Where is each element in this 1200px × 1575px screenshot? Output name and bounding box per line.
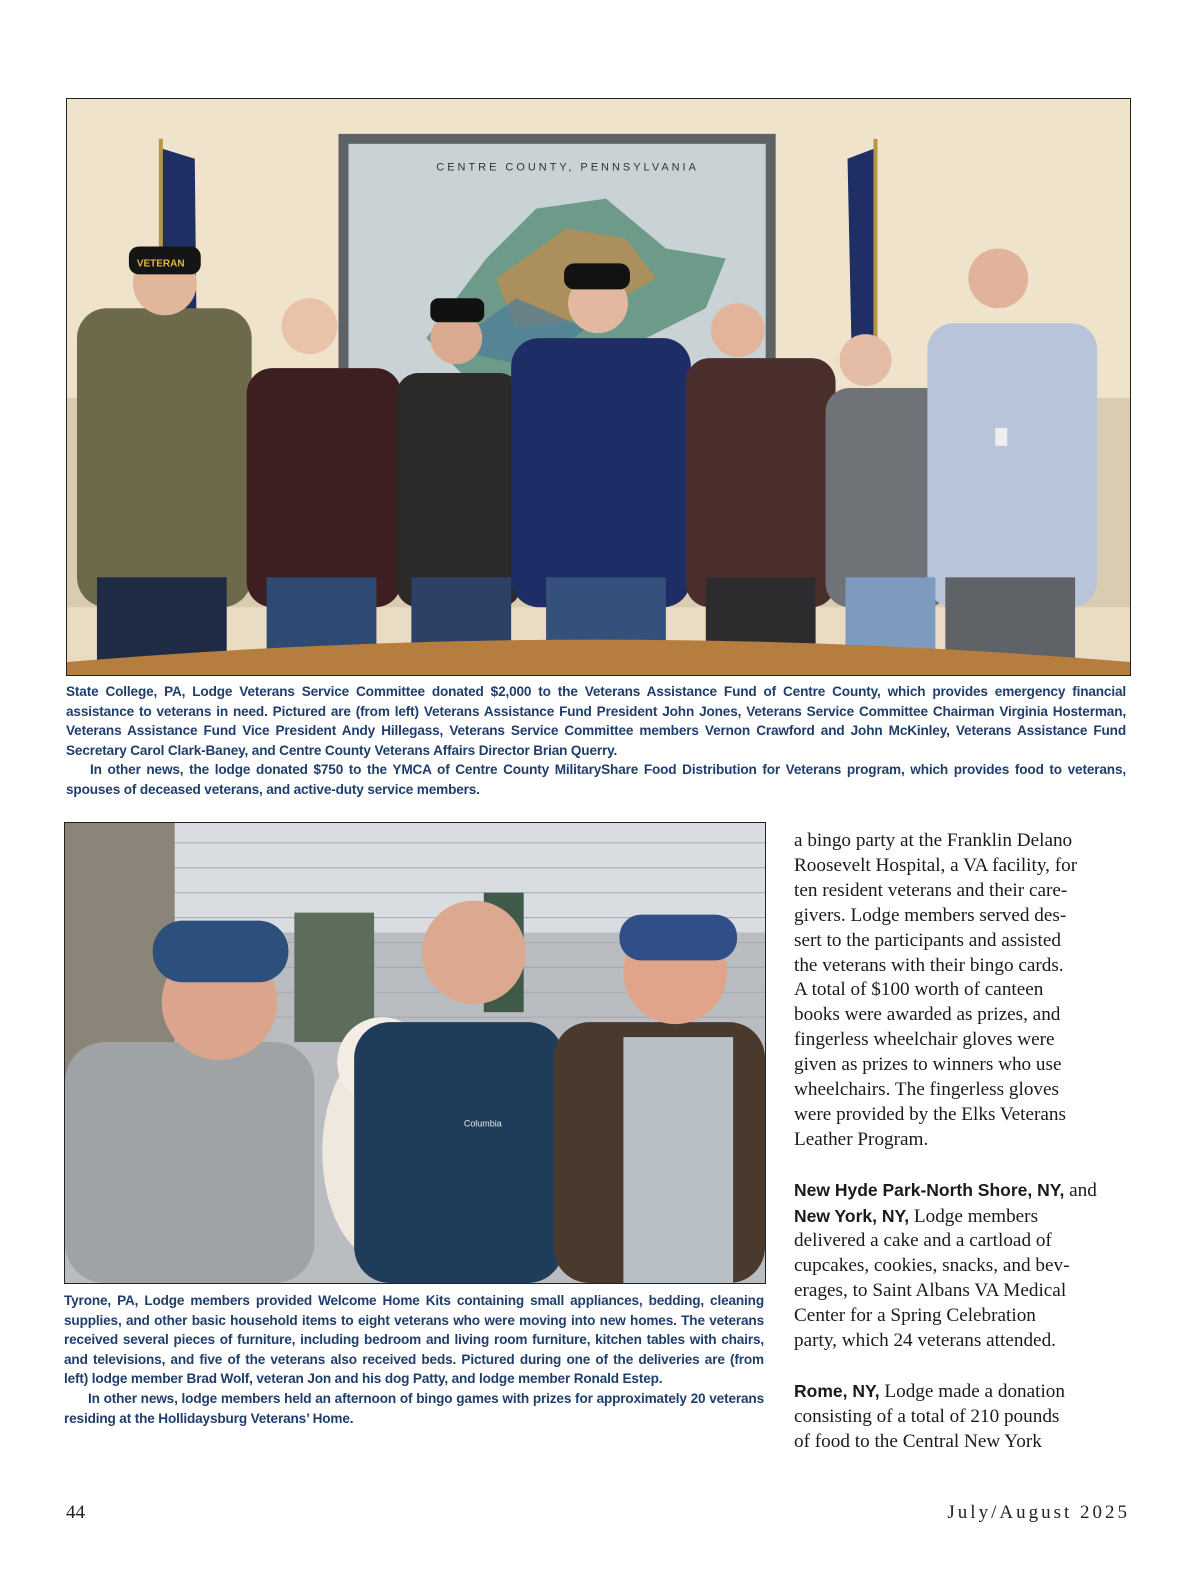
place-name: New York, NY, [794, 1205, 910, 1226]
text-line: delivered a cake and a cartload of [794, 1230, 1052, 1252]
text-line: of food to the Central New York [794, 1430, 1042, 1452]
caption-location: Tyrone, PA, [64, 1293, 139, 1308]
article-column [794, 829, 1124, 1480]
caption-other-news: In other news, the lodge donated $750 to the YMCA of Centre County MilitaryShare Food Distribution for Veterans program, which provides food to veterans, spouses of deceased veterans, and active-duty service members. [66, 762, 1126, 797]
text-line [794, 1204, 1124, 1230]
place-name: Rome, NY, [794, 1380, 880, 1401]
caption-other-news: In other news, lodge members held an afternoon of bingo games with prizes for approximately 20 veterans residing at the Hollidaysburg Veterans’ Home. [64, 1390, 764, 1426]
text-line: erages, to Saint Albans VA Medical [794, 1280, 1067, 1302]
issue-date: July/August 2025 [947, 1502, 1130, 1523]
paragraph-bingo-party [794, 829, 1124, 1153]
page-number: 44 [66, 1502, 85, 1523]
paragraph-new-hyde-park [794, 1178, 1124, 1354]
paragraph-rome [794, 1379, 1124, 1455]
text-line: fingerless wheelchair gloves were [794, 1029, 1055, 1051]
selfie-photo-tyrone [64, 822, 766, 1284]
text-line: wheelchairs. The fingerless gloves [794, 1079, 1059, 1101]
text-line: consisting of a total of 210 pounds [794, 1405, 1060, 1427]
text-line: Center for a Spring Celebration [794, 1305, 1036, 1327]
group-photo-state-college [66, 98, 1131, 676]
text-fragment: Lodge made a donation [879, 1380, 1065, 1402]
caption-state-college [66, 682, 1126, 800]
text-line: A total of $100 worth of canteen [794, 979, 1044, 1001]
text-line [794, 1178, 1124, 1204]
text-line: sert to the participants and assisted [794, 929, 1061, 951]
caption-main-paragraph [64, 1291, 764, 1389]
text-fragment: and [1064, 1179, 1097, 1201]
text-line: cupcakes, cookies, snacks, and bev- [794, 1255, 1070, 1277]
text-line: books were awarded as prizes, and [794, 1004, 1061, 1026]
text-line: the veterans with their bingo cards. [794, 954, 1064, 976]
text-fragment: Lodge members [909, 1205, 1039, 1227]
text-line: were provided by the Elks Veterans [794, 1103, 1066, 1125]
map-title: CENTRE COUNTY, PENNSYLVANIA [436, 161, 699, 174]
selfie-photo-illustration [65, 823, 765, 1283]
text-line: party, which 24 veterans attended. [794, 1330, 1056, 1352]
caption-body: Lodge Veterans Service Committee donated $2,000 to the Veterans Assistance Fund of Centre County, which provides emergency financial assistance to veterans in need. Pictured are (from left) Veterans Assistance Fund President John Jones, Veterans Service Committee Chairman Virginia Hosterman, Veterans Assistance Fund Vice President Andy Hillegass, Veterans Service Committee members Vernon Crawford and John McKinley, Veterans Assistance Fund Secretary Carol Clark-Baney, and Centre County Veterans Affairs Director Brian Querry. [66, 684, 1126, 758]
caption-body: Lodge members provided Welcome Home Kits containing small appliances, bedding, cleaning supplies, and other basic household items to eight veterans who were moving into new homes. The veterans received several pieces of furniture, including bedroom and living room furniture, kitchen tables with chairs, and televisions, and five of the veterans also received beds. Pictured during one of the deliveries are (from left) lodge member Brad Wolf, veteran Jon and his dog Patty, and lodge member Ronald Estep. [64, 1293, 764, 1387]
caption-tyrone [64, 1291, 764, 1428]
group-photo-illustration [67, 99, 1130, 675]
text-line: Leather Program. [794, 1128, 929, 1150]
text-line [794, 1379, 1124, 1405]
hat-text: VETERAN [136, 258, 185, 270]
caption-main-paragraph [66, 682, 1126, 760]
place-name: New Hyde Park-North Shore, NY, [794, 1179, 1065, 1200]
text-line: givers. Lodge members served des- [794, 904, 1067, 926]
text-line: a bingo party at the Franklin Delano [794, 830, 1073, 851]
jacket-brand: Columbia [463, 1118, 502, 1129]
text-line: given as prizes to winners who use [794, 1054, 1062, 1076]
text-line: ten resident veterans and their care- [794, 879, 1068, 901]
text-line: Roosevelt Hospital, a VA facility, for [794, 854, 1078, 876]
caption-location: State College, PA, [66, 684, 186, 699]
